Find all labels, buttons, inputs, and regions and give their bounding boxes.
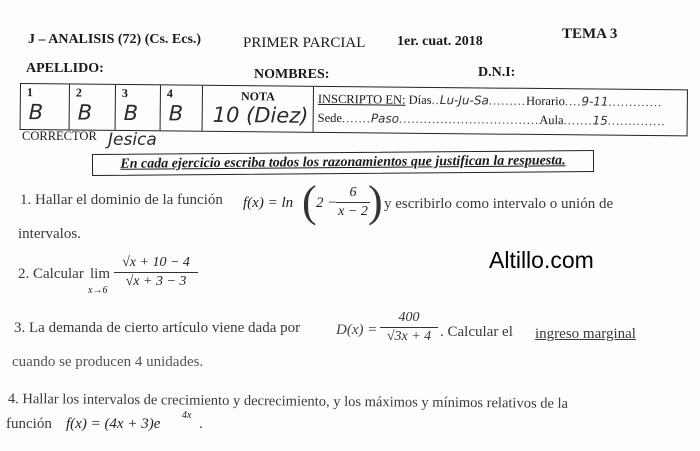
exercise-4-text: 4. Hallar los intervalos de crecimiento y decrecimiento, y los máximos y mínimos relativos de la bbox=[7, 391, 569, 412]
dni-label: D.N.I: bbox=[478, 65, 516, 80]
nombres-label: NOMBRES: bbox=[254, 67, 330, 82]
grade-cell-1 bbox=[21, 84, 70, 129]
fraction-numerator: 400 bbox=[398, 310, 420, 325]
fraction-numerator: √x + 10 − 4 bbox=[122, 255, 190, 270]
exercise-3-text-c: cuando se producen 4 unidades. bbox=[12, 354, 204, 370]
exercise-2-fraction bbox=[114, 255, 198, 290]
exercise-2-text: 2. Calcular bbox=[18, 266, 84, 282]
grade-cell-value: B bbox=[28, 100, 44, 125]
nota-value: 10 (Diez) bbox=[212, 102, 309, 128]
open-paren: ( bbox=[302, 177, 317, 226]
grade-cell-number: 3 bbox=[121, 85, 128, 101]
exercise-1-inner: 2 − bbox=[316, 195, 338, 211]
grade-cell-3 bbox=[116, 85, 161, 130]
exercise-3-fraction bbox=[380, 310, 438, 345]
limit-subscript: x→6 bbox=[88, 285, 108, 296]
exercise-3-demand: D(x) = bbox=[336, 322, 378, 338]
horario-label: Horario bbox=[525, 93, 565, 109]
dias-value: Lu-Ju-Sa bbox=[439, 93, 489, 108]
exercise-3-text: 3. La demanda de cierto artículo viene dada por bbox=[14, 320, 301, 336]
exercise-4-end: . bbox=[199, 416, 203, 432]
watermark-text: Altillo.com bbox=[489, 247, 594, 273]
inscripto-line: INSCRIPTO EN: Días..Lu-Ju-Sa.........Horario....9-11............. bbox=[317, 91, 663, 110]
aula-value: 15 bbox=[592, 113, 608, 128]
exercise-3-text-b: . Calcular el bbox=[440, 324, 513, 340]
limit-symbol: lim bbox=[90, 266, 111, 282]
instruction-box: En cada ejercicio escriba todos los razonamientos que justifican la respuesta. bbox=[92, 150, 594, 176]
sede-value: Paso bbox=[370, 111, 400, 126]
exercise-1-function: f(x) = ln bbox=[243, 195, 294, 211]
inscripto-cell bbox=[314, 87, 689, 136]
close-paren: ) bbox=[368, 177, 383, 226]
exercise-4-text-b: función bbox=[6, 416, 52, 432]
exercise-4-exponent: 4x bbox=[182, 410, 192, 421]
exam-period: 1er. cuat. 2018 bbox=[397, 34, 483, 49]
exercise-1-text-b: y escribirlo como intervalo o unión de bbox=[384, 196, 614, 212]
nota-cell bbox=[203, 86, 314, 132]
grade-cell-value: B bbox=[168, 101, 184, 126]
grade-cell-value: B bbox=[77, 100, 93, 125]
sede-label: Sede bbox=[317, 110, 343, 126]
horario-value: 9-11 bbox=[581, 94, 609, 109]
fraction-numerator: 6 bbox=[349, 185, 357, 200]
exercise-1-text-c: intervalos. bbox=[18, 226, 81, 242]
grade-cell-2 bbox=[70, 84, 116, 129]
corrector-value: Jesica bbox=[108, 130, 157, 150]
inscripto-label: INSCRIPTO EN: bbox=[317, 91, 406, 107]
aula-label: Aula bbox=[539, 112, 564, 128]
grade-cell-4 bbox=[161, 85, 203, 130]
sede-line: Sede.......Paso..................................Aula.......15.............. bbox=[317, 110, 666, 129]
grade-cell-value: B bbox=[123, 100, 139, 126]
marginal-income-term: ingreso marginal bbox=[535, 326, 636, 342]
fraction-denominator: x − 2 bbox=[338, 204, 368, 219]
fraction-denominator: √x + 3 − 3 bbox=[125, 274, 187, 289]
grade-cell-number: 2 bbox=[75, 85, 82, 100]
nota-label: NOTA bbox=[240, 89, 275, 104]
exercise-1-text: 1. Hallar el dominio de la función bbox=[20, 192, 223, 208]
apellido-label: APELLIDO: bbox=[26, 61, 104, 76]
exercise-4-function: f(x) = (4x + 3)e bbox=[66, 416, 161, 432]
grade-cell-number: 1 bbox=[26, 85, 33, 100]
grade-table bbox=[20, 83, 688, 136]
exercise-1-fraction bbox=[336, 185, 370, 220]
course-title: J – ANALISIS (72) (Cs. Ecs.) bbox=[28, 32, 202, 47]
grade-cell-number: 4 bbox=[166, 86, 173, 101]
corrector-label: CORRECTOR bbox=[22, 129, 97, 143]
exam-title: PRIMER PARCIAL bbox=[243, 35, 366, 51]
dias-label: Días bbox=[408, 92, 432, 107]
fraction-denominator: √3x + 4 bbox=[386, 329, 432, 344]
tema-label: TEMA 3 bbox=[562, 26, 618, 42]
